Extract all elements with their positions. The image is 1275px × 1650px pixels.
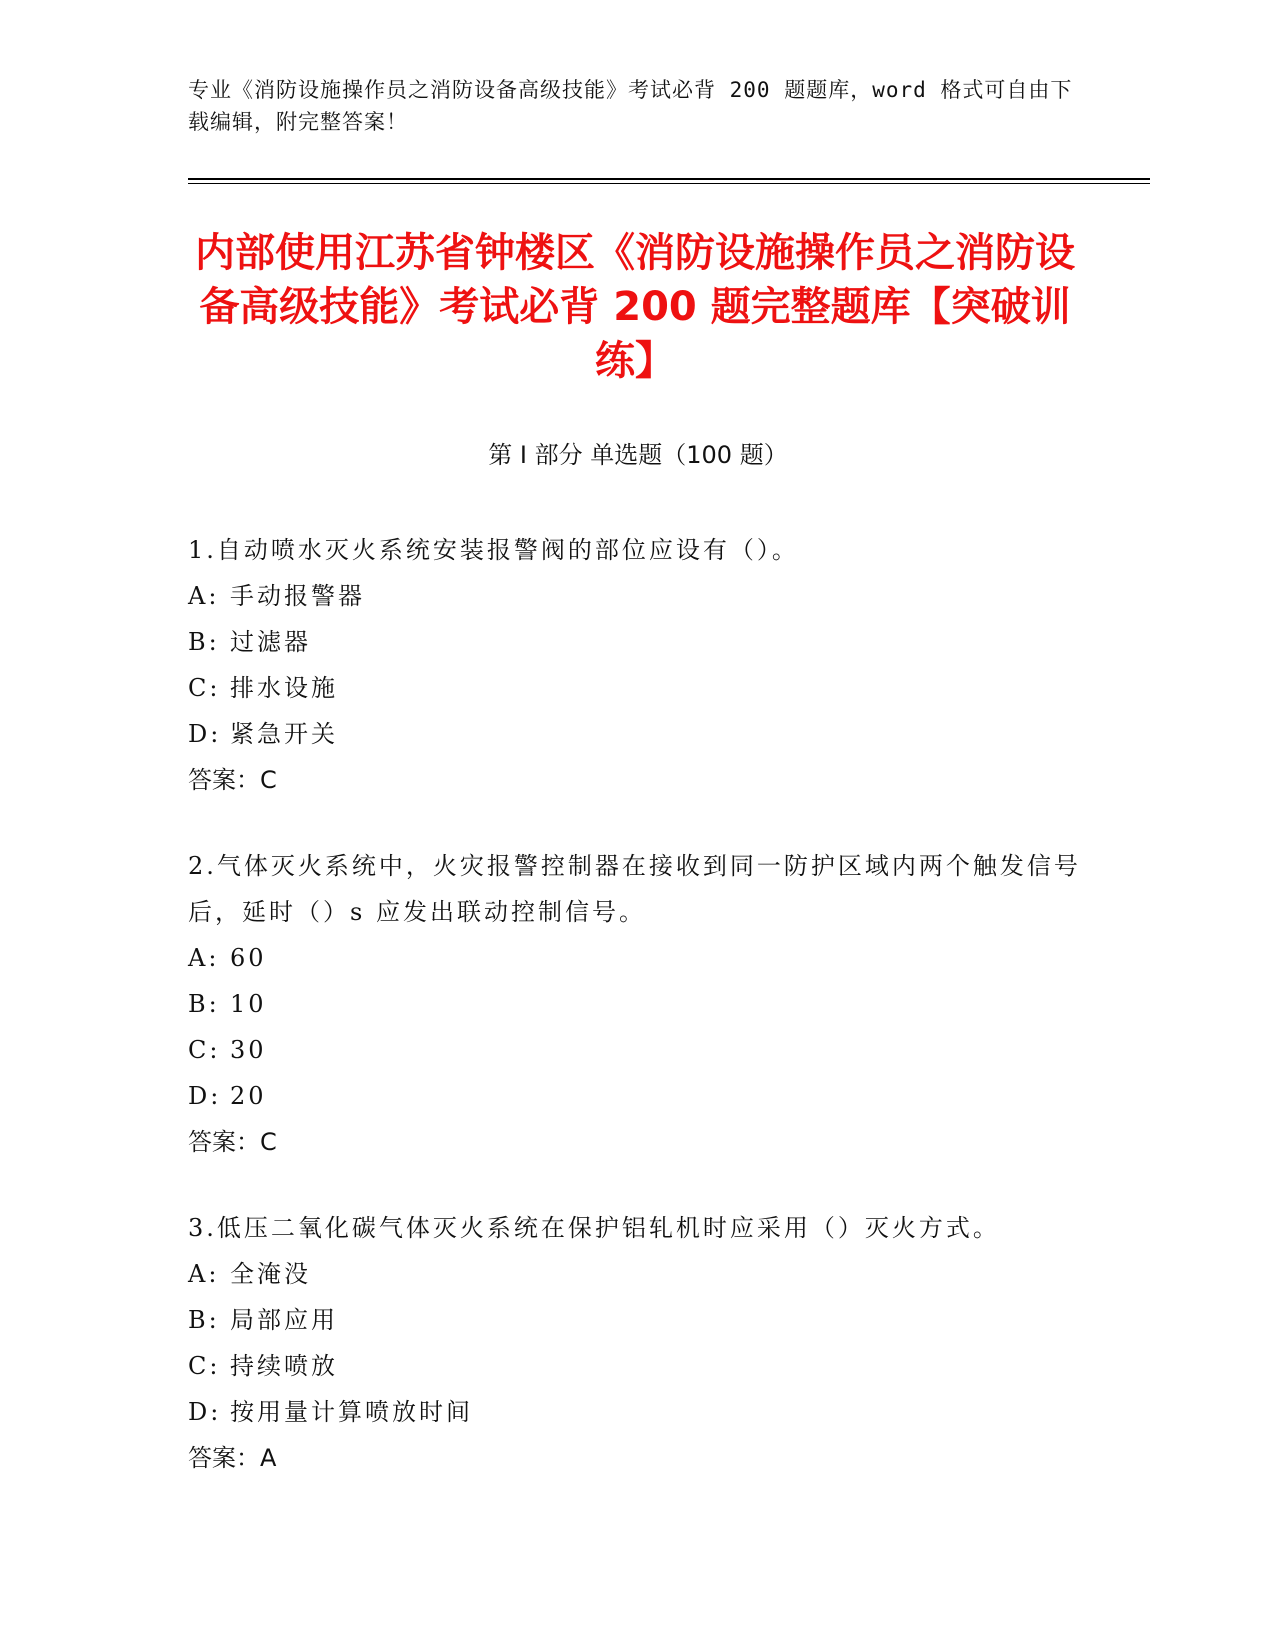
option-key: C: (188, 1036, 221, 1064)
option-text: 按用量计算喷放时间 (230, 1398, 473, 1426)
option-b (188, 619, 1088, 665)
header-note: 专业《消防设施操作员之消防设备高级技能》考试必背 200 题题库，word 格式可自由下载编辑，附完整答案！ (188, 78, 1073, 134)
option-key: B: (188, 628, 220, 656)
option-key: A: (188, 582, 220, 610)
option-d (188, 1389, 1088, 1435)
document-title: 内部使用江苏省钟楼区《消防设施操作员之消防设备高级技能》考试必背 200 题完整题库【突破训练】 (195, 230, 1075, 384)
answer: 答案：C (188, 1128, 277, 1156)
option-text: 10 (230, 990, 267, 1018)
question-3 (188, 1205, 1088, 1481)
option-text: 20 (230, 1082, 267, 1110)
option-key: C: (188, 1352, 221, 1380)
section-title: 第 I 部分 单选题（100 题） (488, 441, 788, 469)
option-c (188, 1343, 1088, 1389)
header-divider-thin (188, 183, 1150, 184)
answer: 答案：A (188, 1444, 277, 1472)
option-text: 局部应用 (230, 1306, 338, 1334)
option-c (188, 665, 1088, 711)
option-text: 30 (230, 1036, 267, 1064)
option-c (188, 1027, 1088, 1073)
option-b (188, 1297, 1088, 1343)
option-d (188, 1073, 1088, 1119)
question-1 (188, 527, 1088, 803)
option-text: 全淹没 (230, 1260, 311, 1288)
question-2 (188, 843, 1088, 1165)
option-text: 60 (230, 944, 267, 972)
option-key: A: (188, 1260, 220, 1288)
option-text: 过滤器 (230, 628, 311, 656)
answer: 答案：C (188, 766, 277, 794)
question-stem: 1.自动喷水灭火系统安装报警阀的部位应设有（）。 (188, 536, 799, 564)
option-key: D: (188, 1398, 222, 1426)
option-a (188, 573, 1088, 619)
question-stem: 3.低压二氧化碳气体灭火系统在保护铝轧机时应采用（）灭火方式。 (188, 1214, 1000, 1242)
option-text: 紧急开关 (230, 720, 338, 748)
option-key: B: (188, 1306, 220, 1334)
option-a (188, 1251, 1088, 1297)
option-a (188, 935, 1088, 981)
option-key: D: (188, 720, 222, 748)
question-stem: 2.气体灭火系统中，火灾报警控制器在接收到同一防护区域内两个触发信号后，延时（）s 应发出联动控制信号。 (188, 852, 1081, 926)
option-text: 排水设施 (230, 674, 338, 702)
option-key: D: (188, 1082, 222, 1110)
header-divider (188, 178, 1150, 180)
option-text: 手动报警器 (230, 582, 365, 610)
question-list (188, 527, 1088, 1521)
option-key: B: (188, 990, 220, 1018)
option-key: A: (188, 944, 220, 972)
option-b (188, 981, 1088, 1027)
option-text: 持续喷放 (230, 1352, 338, 1380)
option-d (188, 711, 1088, 757)
option-key: C: (188, 674, 221, 702)
